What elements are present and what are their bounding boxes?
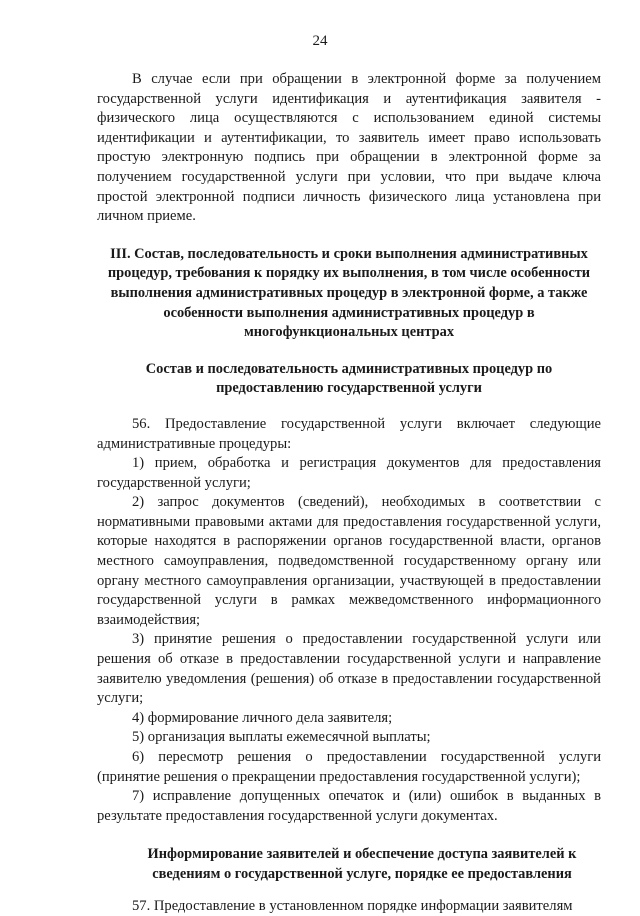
intro-paragraph: В случае если при обращении в электронной форме за получением государственной услуги идентификация и аутентификация заявителя - физического лица осуществляются с использованием единой системы идентификации и аутентификации, то заявитель имеет право использовать простую электронную подпись при обращении в электронной форме за получением государственной услуги при условии, что при выдаче ключа простой электронной подписи личность физического лица установлена при личном приеме. xyxy=(97,71,601,225)
page-number: 24 xyxy=(312,33,328,49)
list-item: 6) пересмотр решения о предоставлении государственной услуги (принятие решения о прекращении предоставления государственной услуги); xyxy=(97,749,601,785)
list-item: 1) прием, обработка и регистрация документов для предоставления государственной услуги; xyxy=(97,455,601,491)
subsection-heading: Состав и последовательность административных процедур по предоставлению государственной услуги xyxy=(145,360,553,397)
list-item: 7) исправление допущенных опечаток и (или) ошибок в выданных в результате предоставления государственной услуги документах. xyxy=(97,788,601,824)
paragraph-56: 56. Предоставление государственной услуги включает следующие административные процедуры: xyxy=(97,415,601,452)
section-heading: III. Состав, последовательность и сроки выполнения административных процедур, требования к порядку их выполнения, в том числе особенности выполнения административных процедур в электронной форме, а также особенности выполнения административных процедур в многофункциональных центрах xyxy=(107,245,591,341)
paragraph-57: 57. Предоставление в установленном порядке информации заявителям xyxy=(132,897,573,914)
list-item: 3) принятие решения о предоставлении государственной услуги или решения об отказе в предоставлении государственной услуги и направление заявителю уведомления (решения) об отказе в предоставлении государственной услуги; xyxy=(97,631,601,707)
info-heading: Информирование заявителей и обеспечение доступа заявителей к сведениям о государственной услуге, порядке ее предоставления xyxy=(147,846,577,882)
list-item: 5) организация выплаты ежемесячной выплаты; xyxy=(132,729,431,746)
page-content xyxy=(97,70,601,916)
list-item: 4) формирование личного дела заявителя; xyxy=(132,709,393,726)
list-item: 2) запрос документов (сведений), необходимых в соответствии с нормативными правовыми актами для предоставления государственной услуги, которые находятся в распоряжении органов государственной власти, органов местного самоуправления, подведомственной государственному органу или органу местного самоуправления организации, участвующей в предоставлении государственной услуги в рамках межведомственного информационного взаимодействия; xyxy=(97,494,601,628)
